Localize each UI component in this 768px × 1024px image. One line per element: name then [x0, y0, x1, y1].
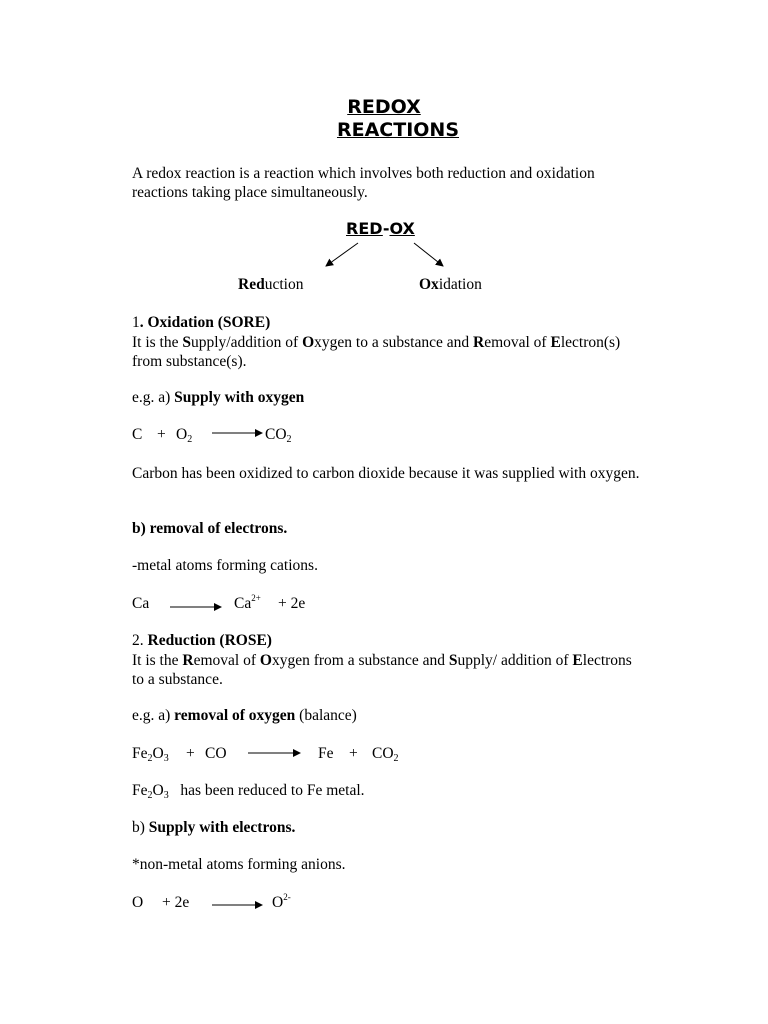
reduction-note: *non-metal atoms forming anions.	[132, 856, 346, 873]
red-label: RED	[346, 219, 383, 238]
eq4-oxygen: O	[132, 894, 144, 911]
eq3-co2: $CO_2$	[372, 745, 399, 764]
oxidation-heading: 1. Oxidation (SORE)	[132, 314, 271, 331]
oxidation-example-b: b) removal of electrons.	[132, 520, 288, 537]
ox-label: OX	[389, 219, 415, 238]
reduction-example-b: b) Supply with electrons.	[132, 819, 296, 836]
eq3-plus-1: +	[186, 745, 195, 762]
eq1-carbon: C	[132, 426, 143, 443]
eq3-plus-2: +	[349, 745, 358, 762]
arrow-to-reduction	[326, 243, 358, 266]
reduction-example-a: e.g. a) removal of oxygen (balance)	[132, 707, 357, 724]
arrow-to-oxidation	[414, 243, 443, 266]
reduction-label: Reduction	[238, 276, 304, 293]
eq2-product: $Ca^{2+}$	[234, 593, 261, 612]
eq1-plus: +	[157, 426, 166, 443]
oxidation-label: Oxidation	[419, 276, 482, 293]
oxidation-explanation: Carbon has been oxidized to carbon dioxide because it was supplied with oxygen.	[132, 465, 640, 482]
reduction-statement: $Fe_2O_3$ has been reduced to Fe metal.	[132, 782, 365, 801]
eq3-iron-oxide: $Fe_2O_3$	[132, 745, 169, 764]
oxidation-example-a: e.g. a) Supply with oxygen	[132, 389, 305, 406]
intro-paragraph: A redox reaction is a reaction which involves both reduction and oxidation reactions taking place simultaneously.	[132, 165, 595, 201]
title-line-2: REACTIONS	[336, 119, 460, 141]
eq4-product: $O^{2-}$	[272, 892, 291, 911]
eq3-co: CO	[205, 745, 227, 762]
oxidation-definition: It is the Supply/addition of Oxygen to a substance and Removal of Electron(s) from substance(s).	[132, 334, 621, 370]
eq4-electrons: + 2e	[162, 894, 190, 911]
eq1-oxygen: $O_2$	[176, 426, 193, 445]
redox-dash: -	[382, 219, 390, 238]
eq2-electrons: + 2e	[278, 595, 306, 612]
eq2-reactant: Ca	[132, 595, 150, 612]
eq1-product: $CO_2$	[265, 426, 292, 445]
reduction-definition: It is the Removal of Oxygen from a substance and Supply/ addition of Electrons to a substance.	[132, 652, 632, 688]
title-line-1: REDOX	[347, 96, 421, 118]
eq3-iron: Fe	[318, 745, 334, 762]
reduction-heading: 2. Reduction (ROSE)	[132, 632, 272, 649]
oxidation-note: -metal atoms forming cations.	[132, 557, 318, 574]
